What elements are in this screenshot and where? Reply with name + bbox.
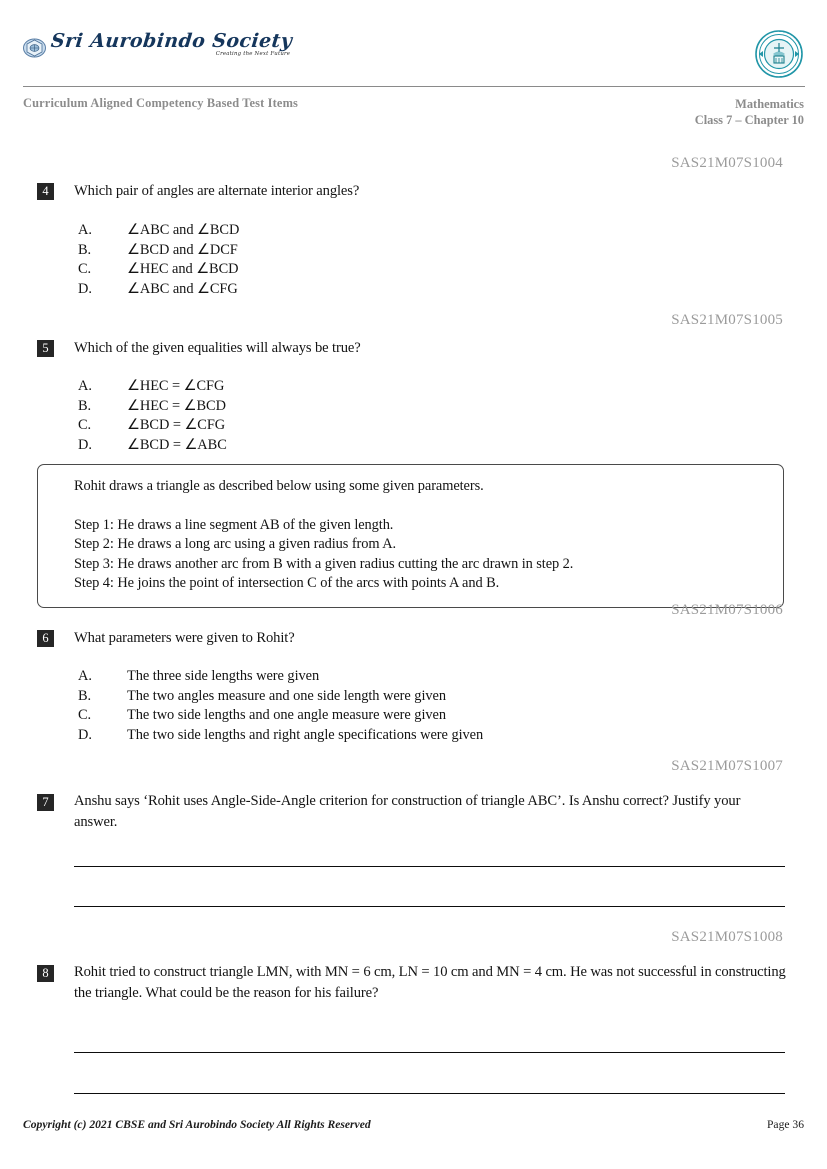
sri-aurobindo-society-logo — [23, 32, 292, 58]
logo-tagline: Creating the Next Future — [215, 51, 291, 57]
header-class-chapter: Class 7 – Chapter 10 — [694, 113, 804, 128]
option-letter: D. — [78, 726, 92, 743]
option-row[interactable] — [78, 241, 239, 261]
option-letter: B. — [78, 687, 92, 704]
option-row[interactable] — [78, 436, 227, 456]
option-row[interactable] — [78, 280, 239, 300]
item-code-q8: SAS21M07S1008 — [671, 929, 783, 945]
option-letter: A. — [78, 222, 92, 238]
header-divider — [23, 86, 805, 87]
question-text-6: What parameters were given to Rohit? — [74, 630, 295, 646]
society-emblem-icon — [23, 38, 46, 58]
item-code-q5: SAS21M07S1005 — [671, 312, 783, 328]
passage-intro: Rohit draws a triangle as described below using some given parameters. — [74, 478, 484, 494]
option-text: ∠ABC and ∠CFG — [127, 280, 238, 297]
item-code-q6: SAS21M07S1006 — [671, 602, 783, 618]
page-header — [0, 28, 827, 84]
options-q5 — [78, 377, 227, 455]
item-code-q4: SAS21M07S1004 — [671, 155, 783, 171]
passage-step: Step 4: He joins the point of intersection C of the arcs with points A and B. — [74, 575, 500, 592]
option-letter: B. — [78, 241, 92, 258]
passage-step: Step 1: He draws a line segment AB of the given length. — [74, 516, 394, 533]
question-number-8: 8 — [37, 965, 54, 982]
option-row[interactable] — [78, 416, 227, 436]
options-q4 — [78, 221, 239, 299]
option-row[interactable] — [78, 726, 483, 746]
option-letter: C. — [78, 417, 92, 434]
option-text: ∠BCD = ∠ABC — [127, 436, 227, 453]
option-text: ∠BCD = ∠CFG — [127, 417, 226, 434]
question-number-6: 6 — [37, 630, 54, 647]
cbse-seal-icon — [753, 28, 805, 80]
option-letter: C. — [78, 707, 92, 724]
option-text: The three side lengths were given — [127, 668, 320, 684]
passage-step: Step 2: He draws a long arc using a given radius from A. — [74, 536, 397, 553]
question-text-7: Anshu says ‘Rohit uses Angle-Side-Angle criterion for construction of triangle ABC’. Is Anshu correct? Justify your answer. — [74, 793, 741, 830]
header-subject: Mathematics — [735, 97, 804, 111]
question-number-5: 5 — [37, 340, 54, 357]
option-text: ∠BCD and ∠DCF — [127, 241, 238, 258]
option-text: ∠ABC and ∠BCD — [127, 222, 240, 238]
option-letter: A. — [78, 378, 92, 394]
question-text-4: Which pair of angles are alternate interior angles? — [74, 183, 360, 199]
option-row[interactable] — [78, 667, 483, 687]
header-document-title: Curriculum Aligned Competency Based Test Items — [23, 96, 299, 110]
question-number-7: 7 — [37, 794, 54, 811]
option-text: ∠HEC = ∠CFG — [127, 378, 225, 394]
option-row[interactable] — [78, 221, 239, 241]
option-letter: B. — [78, 397, 92, 414]
option-row[interactable] — [78, 706, 483, 726]
option-row[interactable] — [78, 377, 227, 397]
option-row[interactable] — [78, 397, 227, 417]
option-row[interactable] — [78, 687, 483, 707]
answer-line[interactable] — [74, 866, 785, 867]
question-text-5: Which of the given equalities will always be true? — [74, 340, 361, 356]
option-text: ∠HEC and ∠BCD — [127, 261, 239, 278]
question-number-4: 4 — [37, 183, 54, 200]
option-text: The two angles measure and one side length were given — [127, 687, 447, 704]
logo-name: Sri Aurobindo Society — [49, 30, 294, 52]
footer-page-number: Page 36 — [766, 1118, 804, 1131]
option-letter: D. — [78, 436, 92, 453]
options-q6 — [78, 667, 483, 745]
answer-line[interactable] — [74, 1052, 785, 1053]
option-letter: D. — [78, 280, 92, 297]
header-subject-block — [695, 96, 804, 129]
option-row[interactable] — [78, 260, 239, 280]
footer-copyright: Copyright (c) 2021 CBSE and Sri Aurobindo Society All Rights Reserved — [23, 1118, 371, 1131]
passage-step: Step 3: He draws another arc from B with a given radius cutting the arc drawn in step 2. — [74, 555, 574, 572]
item-code-q7: SAS21M07S1007 — [671, 758, 783, 774]
option-letter: A. — [78, 668, 92, 684]
answer-line[interactable] — [74, 906, 785, 907]
option-text: ∠HEC = ∠BCD — [127, 397, 226, 414]
answer-line[interactable] — [74, 1093, 785, 1094]
option-letter: C. — [78, 261, 92, 278]
option-text: The two side lengths and right angle specifications were given — [127, 726, 484, 743]
question-text-8: Rohit tried to construct triangle LMN, with MN = 6 cm, LN = 10 cm and MN = 4 cm. He was not successful in constructing the triangle. What could be the reason for his failure? — [74, 964, 786, 1001]
passage-box — [37, 464, 784, 608]
option-text: The two side lengths and one angle measure were given — [127, 707, 447, 724]
